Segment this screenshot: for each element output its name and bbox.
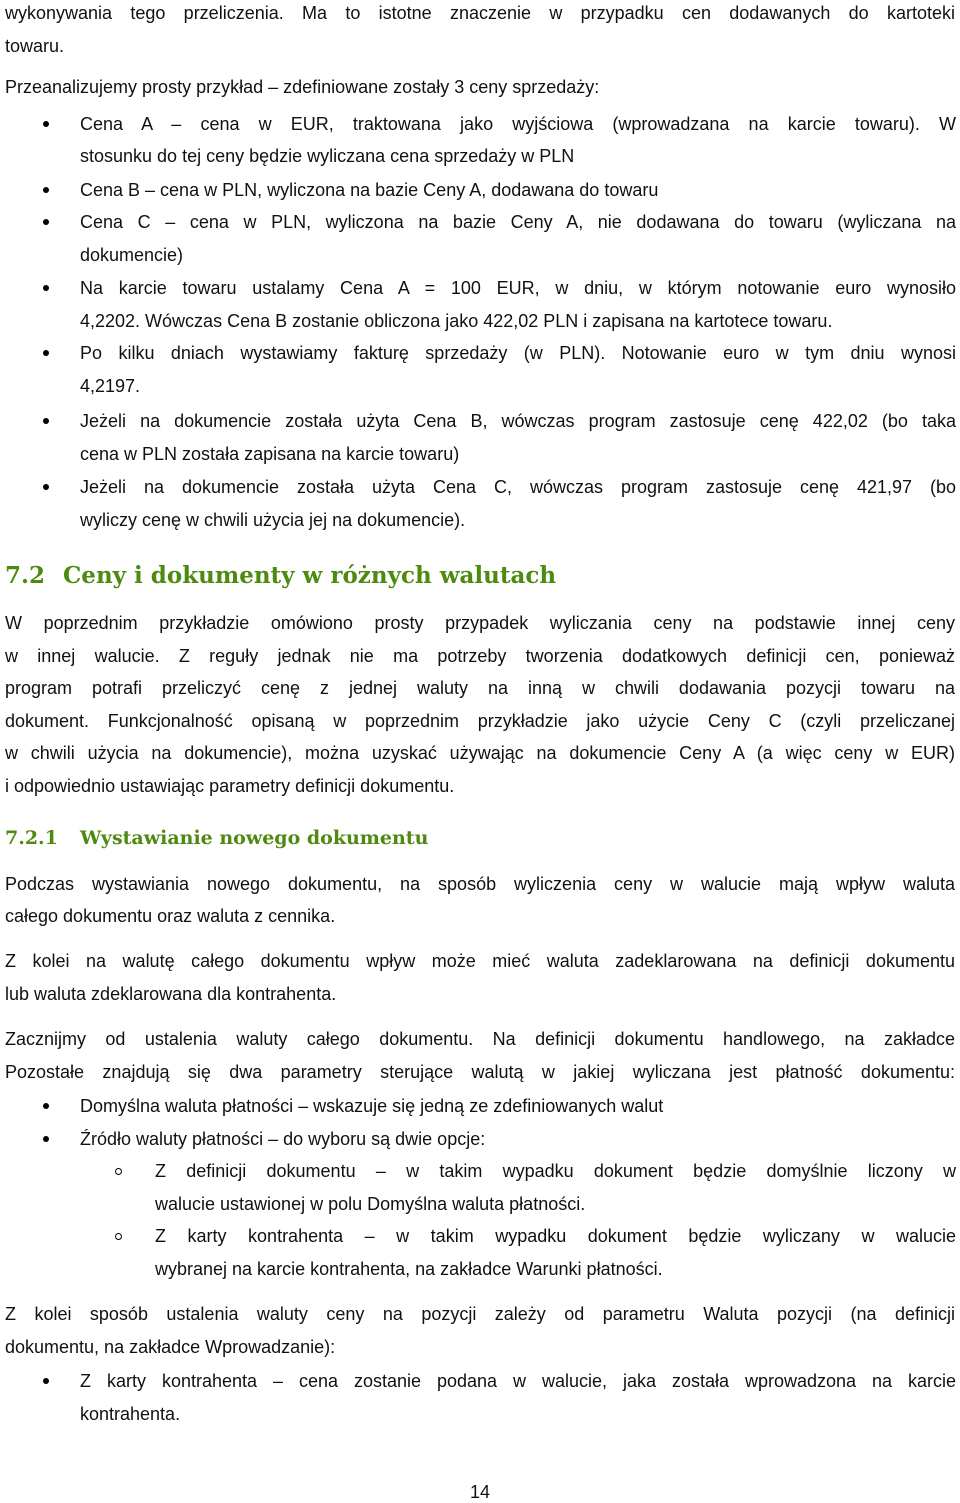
paragraph-line: dokument. Funkcjonalność opisaną w poprzednim przykładzie jako użycie Ceny C (czyli przeliczanej xyxy=(5,711,955,731)
bullet-icon xyxy=(43,484,49,490)
paragraph-line: w chwili użycia na dokumencie), można uzyskać używając na dokumencie Ceny A (a więc ceny w EUR) xyxy=(5,743,955,763)
list-item-line: 4,2197. xyxy=(80,376,141,396)
bullet-icon xyxy=(43,285,49,291)
paragraph-line: towaru. xyxy=(5,36,65,56)
paragraph-line: całego dokumentu oraz waluta z cennika. xyxy=(5,906,336,926)
paragraph-line: i odpowiednio ustawiając parametry definicji dokumentu. xyxy=(5,776,455,796)
section-number: 7.2 xyxy=(5,562,46,589)
paragraph-line: lub waluta zdeklarowana dla kontrahenta. xyxy=(5,984,337,1004)
sublist-item-line: Z definicji dokumentu – w takim wypadku dokument będzie domyślnie liczony w xyxy=(155,1161,956,1181)
paragraph-line: Przeanalizujemy prosty przykład – zdefiniowane zostały 3 ceny sprzedaży: xyxy=(5,77,600,97)
paragraph-line: Zacznijmy od ustalenia waluty całego dokumentu. Na definicji dokumentu handlowego, na zakładce xyxy=(5,1029,955,1049)
list-item-line: Z karty kontrahenta – cena zostanie podana w walucie, jaka została wprowadzona na karcie xyxy=(80,1371,956,1391)
list-item-line: 4,2202. Wówczas Cena B zostanie obliczona jako 422,02 PLN i zapisana na kartotece towaru. xyxy=(80,311,833,331)
bullet-icon xyxy=(43,187,49,193)
circle-bullet-icon xyxy=(115,1168,122,1175)
section-title: Ceny i dokumenty w różnych walutach xyxy=(63,562,557,589)
paragraph-line: Pozostałe znajdują się dwa parametry sterujące walutą w jakiej wyliczana jest płatność dokumentu: xyxy=(5,1062,955,1082)
subsection-number: 7.2.1 xyxy=(5,827,58,849)
list-item-line: Po kilku dniach wystawiamy fakturę sprzedaży (w PLN). Notowanie euro w tym dniu wynosi xyxy=(80,343,956,363)
list-item-line: Cena A – cena w EUR, traktowana jako wyjściowa (wprowadzana na karcie towaru). W xyxy=(80,114,956,134)
list-item-line: wyliczy cenę w chwili użycia jej na dokumencie). xyxy=(80,510,466,530)
bullet-icon xyxy=(43,418,49,424)
paragraph-line: Z kolei na walutę całego dokumentu wpływ może mieć waluta zadeklarowana na definicji dokumentu xyxy=(5,951,955,971)
paragraph-line: Podczas wystawiania nowego dokumentu, na sposób wyliczenia ceny w walucie mają wpływ waluta xyxy=(5,874,955,894)
bullet-icon xyxy=(43,1136,49,1142)
list-item-line: Jeżeli na dokumencie została użyta Cena C, wówczas program zastosuje cenę 421,97 (bo xyxy=(80,477,956,497)
subsection-heading xyxy=(5,829,428,848)
page-number: 14 xyxy=(469,1482,491,1502)
list-item-line: Cena B – cena w PLN, wyliczona na bazie Ceny A, dodawana do towaru xyxy=(80,180,659,200)
list-item-line: dokumencie) xyxy=(80,245,184,265)
bullet-icon xyxy=(43,350,49,356)
sublist-item-line: Z karty kontrahenta – w takim wypadku dokument będzie wyliczany w walucie xyxy=(155,1226,956,1246)
paragraph-line: wykonywania tego przeliczenia. Ma to istotne znaczenie w przypadku cen dodawanych do kartoteki xyxy=(5,3,955,23)
sublist-item-line: wybranej na karcie kontrahenta, na zakładce Warunki płatności. xyxy=(155,1259,663,1279)
list-item-line: Jeżeli na dokumencie została użyta Cena B, wówczas program zastosuje cenę 422,02 (bo taka xyxy=(80,411,956,431)
list-item-line: stosunku do tej ceny będzie wyliczana cena sprzedaży w PLN xyxy=(80,146,575,166)
circle-bullet-icon xyxy=(115,1233,122,1240)
paragraph-line: W poprzednim przykładzie omówiono prosty przypadek wyliczania ceny na podstawie innej ceny xyxy=(5,613,955,633)
paragraph-line: dokumentu, na zakładce Wprowadzanie): xyxy=(5,1337,336,1357)
paragraph-line: w innej walucie. Z reguły jednak nie ma potrzeby tworzenia dodatkowych definicji cen, ponieważ xyxy=(5,646,955,666)
list-item-line: Domyślna waluta płatności – wskazuje się jedną ze zdefiniowanych walut xyxy=(80,1096,664,1116)
subsection-title: Wystawianie nowego dokumentu xyxy=(80,827,429,849)
list-item-line: kontrahenta. xyxy=(80,1404,181,1424)
list-item-line: Cena C – cena w PLN, wyliczona na bazie Ceny A, nie dodawana do towaru (wyliczana na xyxy=(80,212,956,232)
list-item-line: cena w PLN została zapisana na karcie towaru) xyxy=(80,444,460,464)
paragraph-line: Z kolei sposób ustalenia waluty ceny na pozycji zależy od parametru Waluta pozycji (na definicji xyxy=(5,1304,955,1324)
list-item-line: Na karcie towaru ustalamy Cena A = 100 EUR, w dniu, w którym notowanie euro wynosiło xyxy=(80,278,956,298)
sublist-item-line: walucie ustawionej w polu Domyślna waluta płatności. xyxy=(155,1194,586,1214)
bullet-icon xyxy=(43,219,49,225)
bullet-icon xyxy=(43,1378,49,1384)
section-heading xyxy=(5,564,556,587)
list-item-line: Źródło waluty płatności – do wyboru są dwie opcje: xyxy=(80,1129,486,1149)
paragraph-line: program potrafi przeliczyć cenę z jednej waluty na inną w chwili dodawania pozycji towaru na xyxy=(5,678,955,698)
bullet-icon xyxy=(43,1103,49,1109)
bullet-icon xyxy=(43,121,49,127)
